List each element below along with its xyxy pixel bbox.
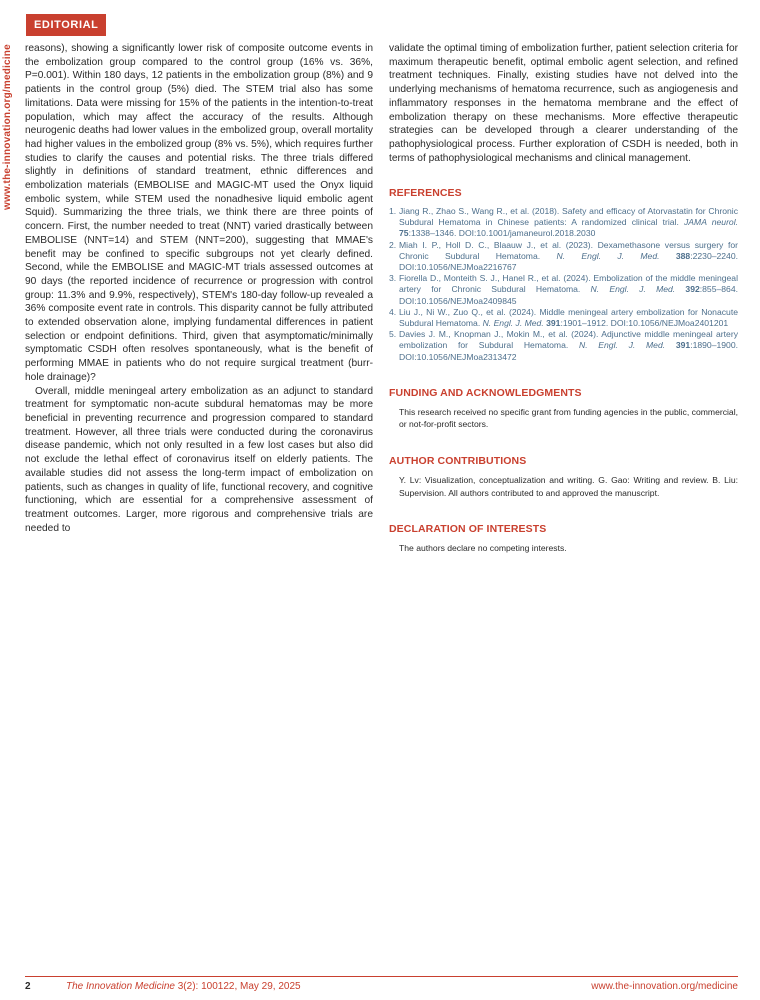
- body-paragraph: reasons), showing a significantly lower risk of composite outcome events in the embolization group compared to the control group (16% vs. 36%, P=0.001). Within 180 days, 12 patients in the embolization group (8%) and 9 patients in the control group (5%) died. The STEM trial also has some limitations. Data were missing for 15% of the patients in the intention-to-treat population, which may affect the accuracy of the results. Although neurogenic deaths had lower values in the embolized group, overall mortality had higher values in the embolized group (8% vs. 5%), which requires further studies to clarify the causes and potential risks. The three trials differed slightly in definitions of standard treatment, ethnic differences and embolization materials (EMBOLISE and MAGIC-MT used the Onyx liquid embolic system, while STEM used the nonadhesive liquid embolic agent Squid). Summarizing the three trials, we think there are three points of concern. First, the number needed to treat (NNT) varied drastically between EMBOLISE (NNT=14) and STEM (NNT=200), suggesting that MMAE's benefit may be confined to specific subgroups not yet clearly defined. Second, while the EMBOLISE and MAGIC-MT trials assessed outcomes at 90 days (the reported incidence of recurrence or progression with control group: 11.3% and 9.9%, respectively), STEM's 180-day follow-up revealed a 36% composite event rate in controls. This disparity cannot be fully attributed to extended observation alone, implying fundamental differences in patient selection or endpoint definitions. Third, given that asymptomatic/minimally symptomatic CSDH often resolves spontaneously, what is the benefit of performing MMAE in patients who do not require surgical treatment (burr-hole drainage)?: [25, 43, 373, 383]
- reference-journal: JAMA neurol.: [684, 217, 739, 228]
- reference-number: 1.: [389, 206, 397, 217]
- page-number: 2: [25, 981, 31, 992]
- reference-volume: 391: [546, 318, 561, 329]
- reference-journal: N. Engl. J. Med.: [556, 250, 660, 261]
- reference-doi[interactable]: :1890–1900. DOI:10.1056/NEJMoa2313472: [399, 340, 738, 362]
- reference-journal: N. Engl. J. Med.: [482, 318, 544, 329]
- section-tag: EDITORIAL: [26, 14, 106, 36]
- reference-item: [389, 329, 738, 363]
- funding-text: This research received no specific grant from funding agencies in the public, commercial, or not-for-profit sectors.: [399, 406, 738, 430]
- journal-name: The Innovation Medicine: [66, 981, 175, 992]
- reference-text: Fiorella D., Monteith S. J., Hanel R., et al. (2024). Embolization of the middle meningeal artery for Chronic Subdural Hematoma.: [399, 273, 738, 295]
- reference-volume: 392: [685, 284, 700, 295]
- reference-doi[interactable]: :2230–2240. DOI:10.1056/NEJMoa2216767: [399, 250, 739, 273]
- left-column: [25, 42, 373, 535]
- journal-issue: 3(2): 100122, May 29, 2025: [174, 981, 301, 992]
- reference-number: 4.: [389, 306, 397, 317]
- side-url[interactable]: www.the-innovation.org/medicine: [2, 44, 13, 210]
- interests-heading: DECLARATION OF INTERESTS: [389, 523, 547, 536]
- funding-heading: FUNDING AND ACKNOWLEDGMENTS: [389, 386, 582, 399]
- right-column: [389, 42, 738, 555]
- reference-item: [389, 206, 738, 240]
- reference-journal: N. Engl. J. Med.: [578, 340, 666, 351]
- reference-journal: N. Engl. J. Med.: [590, 284, 676, 295]
- reference-doi[interactable]: :1901–1912. DOI:10.1056/NEJMoa2401201: [560, 318, 729, 329]
- footer-divider: [25, 976, 738, 977]
- reference-volume: 75: [399, 228, 409, 239]
- reference-text: Liu J., Ni W., Zuo Q., et al. (2024). Middle meningeal artery embolization for Nonacute Subdural Hematoma.: [399, 306, 738, 329]
- contributions-text: Y. Lv: Visualization, conceptualization and writing. G. Gao: Writing and review. B. Liu: Supervision. All authors contributed to and approved the manuscript.: [399, 474, 738, 498]
- reference-text: Jiang R., Zhao S., Wang R., et al. (2018). Safety and efficacy of Atorvastatin for Chronic Subdural Hematoma in Chinese patients: A randomized clinical trial.: [399, 206, 738, 228]
- journal-citation: [66, 981, 301, 992]
- reference-text: Davies J. M., Knopman J., Mokin M., et al. (2024). Adjunctive middle meningeal artery embolization for Subdural Hematoma.: [399, 329, 738, 351]
- body-paragraph: validate the optimal timing of embolization further, patient selection criteria for maximum therapeutic benefit, optimal embolic agent selection, and refined treatment techniques. Finally, existing studies have not delved into the underlying mechanisms of hematoma recurrence, such as angiogenesis and inflammatory responses in the hematoma membrane and the effect of embolization therapy on these mechanisms. More effective therapeutic strategies can be developed through a clearer understanding of the pathophysiological process. Further exploration of CSDH is needed, both in terms of pathophysiological mechanisms and clinical management.: [389, 43, 738, 164]
- reference-number: 5.: [389, 329, 397, 340]
- reference-volume: 391: [675, 340, 691, 351]
- references-heading: REFERENCES: [389, 187, 462, 200]
- reference-item: [389, 240, 738, 274]
- reference-sep: [660, 251, 676, 261]
- reference-sep: [675, 284, 685, 294]
- reference-number: 3.: [389, 273, 397, 284]
- reference-text: Miah I. P., Holl D. C., Blaauw J., et al. (2023). Dexamethasone versus surgery for Chronic Subdural Hematoma.: [399, 239, 738, 261]
- reference-doi[interactable]: :855–864. DOI:10.1056/NEJMoa2409845: [399, 284, 738, 306]
- reference-item: [389, 307, 738, 329]
- reference-volume: 388: [675, 250, 691, 261]
- reference-number: 2.: [389, 239, 397, 250]
- references-list: [389, 206, 738, 363]
- footer-url[interactable]: www.the-innovation.org/medicine: [591, 981, 738, 992]
- body-paragraph: Overall, middle meningeal artery embolization as an adjunct to standard treatment for symptomatic non-acute subdural hematomas may be more beneficial in preventing recurrence and progression compared to standard treatment. However, all three trials were conducted during the coronavirus disease pandemic, which not only resulted in a few lost cases but also did not exclude the lethal effect of coronavirus itself on elderly patients. The available studies did not assess the long-term impact of embolization on patients, such as changes in quality of life, functional recovery, and cognitive functioning, which are essential for a comprehensive assessment of treatment outcomes. Larger, more rigorous and comprehensive trials are needed to: [25, 385, 373, 534]
- reference-doi[interactable]: :1338–1346. DOI:10.1001/jamaneurol.2018.2030: [408, 228, 596, 239]
- interests-text: The authors declare no competing interests.: [399, 543, 567, 554]
- contributions-heading: AUTHOR CONTRIBUTIONS: [389, 455, 527, 468]
- reference-sep: [665, 340, 676, 350]
- reference-item: [389, 273, 738, 307]
